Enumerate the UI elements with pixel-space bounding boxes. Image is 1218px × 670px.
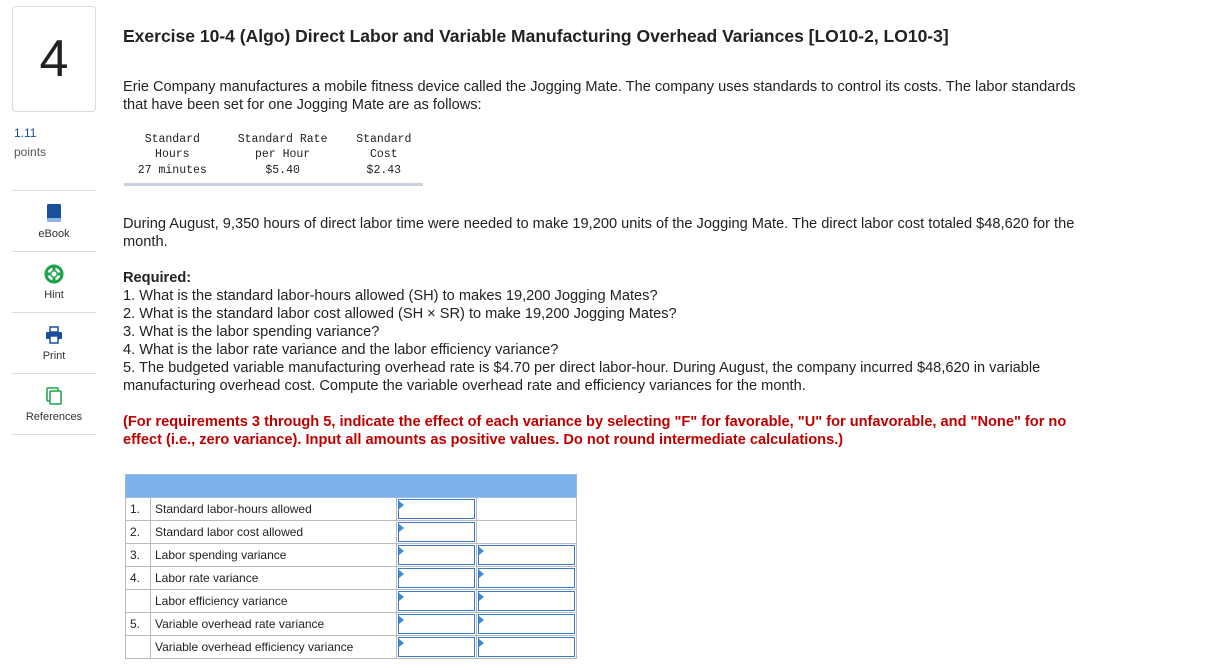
effect-cell <box>477 544 577 567</box>
required-section <box>123 269 1083 395</box>
amount-input-spending-variance[interactable] <box>398 545 475 565</box>
print-button[interactable] <box>12 313 96 374</box>
hint-label: Hint <box>44 289 64 301</box>
input-marker-icon <box>399 616 404 624</box>
effect-select-voh-rate-variance[interactable] <box>478 614 575 634</box>
input-marker-icon <box>399 639 404 647</box>
input-marker-icon <box>399 570 404 578</box>
print-icon <box>43 324 65 346</box>
tools-list <box>12 190 96 435</box>
intro-paragraph: Erie Company manufactures a mobile fitness device called the Jogging Mate. The company uses standards to control its costs. The labor standards that have been set for one Jogging Mate are as follows: <box>123 79 1076 113</box>
effect-cell <box>477 567 577 590</box>
row-number <box>126 636 151 659</box>
ebook-label: eBook <box>38 228 70 240</box>
ebook-button[interactable] <box>12 191 96 252</box>
table-row <box>126 590 577 613</box>
points-label: points <box>14 145 47 159</box>
references-button[interactable] <box>12 374 96 435</box>
references-label: References <box>25 411 83 423</box>
table-row <box>126 613 577 636</box>
std-header-rate-line1: Standard Rate <box>237 133 328 146</box>
dropdown-marker-icon <box>479 570 484 578</box>
row-label: Variable overhead rate variance <box>151 613 397 636</box>
answer-table <box>125 474 577 659</box>
labor-standards-table <box>124 131 423 186</box>
amount-input-voh-rate-variance[interactable] <box>398 614 475 634</box>
effect-cell <box>477 636 577 659</box>
table-row <box>126 544 577 567</box>
table-row <box>126 636 577 659</box>
input-marker-icon <box>399 524 404 532</box>
exercise-title: Exercise 10-4 (Algo) Direct Labor and Variable Manufacturing Overhead Variances [LO10-2, LO10-3] <box>123 26 949 46</box>
dropdown-marker-icon <box>479 616 484 624</box>
references-icon <box>43 385 65 407</box>
effect-cell <box>477 590 577 613</box>
std-value-hours: 27 minutes <box>137 164 207 177</box>
row-number: 2. <box>126 521 151 544</box>
row-label: Labor spending variance <box>151 544 397 567</box>
std-header-hours-line2: Hours <box>155 148 190 161</box>
required-item: 5. The budgeted variable manufacturing overhead rate is $4.70 per direct labor-hour. During August, the company incurred $48,620 in variable manufacturing overhead cost. Compute the variable overhead rate and efficiency variances for the month. <box>123 360 1041 394</box>
amount-cell <box>397 544 477 567</box>
input-marker-icon <box>399 593 404 601</box>
book-icon <box>43 202 65 224</box>
table-row <box>126 498 577 521</box>
table-row <box>126 567 577 590</box>
std-header-cost <box>345 131 423 163</box>
amount-input-efficiency-variance[interactable] <box>398 591 475 611</box>
std-header-rate-line2: per Hour <box>255 148 311 161</box>
required-heading: Required: <box>123 270 192 286</box>
dropdown-marker-icon <box>479 639 484 647</box>
amount-input-std-hours[interactable] <box>398 499 475 519</box>
hint-button[interactable] <box>12 252 96 313</box>
input-marker-icon <box>399 501 404 509</box>
row-label: Labor rate variance <box>151 567 397 590</box>
amount-input-std-cost[interactable] <box>398 522 475 542</box>
row-number: 4. <box>126 567 151 590</box>
hint-lifebuoy-icon <box>43 263 65 285</box>
dropdown-marker-icon <box>479 593 484 601</box>
std-header-cost-line2: Cost <box>370 148 398 161</box>
input-marker-icon <box>399 547 404 555</box>
amount-cell <box>397 636 477 659</box>
row-number <box>126 590 151 613</box>
amount-input-voh-efficiency-variance[interactable] <box>398 637 475 657</box>
std-value-cost: $2.43 <box>366 164 402 177</box>
answer-table-header <box>126 475 577 498</box>
table-row <box>126 521 577 544</box>
row-label: Variable overhead efficiency variance <box>151 636 397 659</box>
effect-select-rate-variance[interactable] <box>478 568 575 588</box>
std-header-hours-line1: Standard <box>144 133 200 146</box>
required-item: 3. What is the labor spending variance? <box>123 324 380 340</box>
row-label: Standard labor-hours allowed <box>151 498 397 521</box>
instructions-note: (For requirements 3 through 5, indicate the effect of each variance by selecting "F" for favorable, "U" for unfavorable, and "None" for no effect (i.e., zero variance). Input all amounts as positive values. Do not round intermediate calculations.) <box>123 414 1067 448</box>
row-label: Standard labor cost allowed <box>151 521 397 544</box>
row-label: Labor efficiency variance <box>151 590 397 613</box>
effect-select-voh-efficiency-variance[interactable] <box>478 637 575 657</box>
row-number: 1. <box>126 498 151 521</box>
effect-select-efficiency-variance[interactable] <box>478 591 575 611</box>
points-value: 1.11 <box>14 126 37 140</box>
amount-cell <box>397 498 477 521</box>
amount-input-rate-variance[interactable] <box>398 568 475 588</box>
required-item: 4. What is the labor rate variance and the labor efficiency variance? <box>123 342 559 358</box>
empty-cell <box>477 498 577 521</box>
std-value-rate: $5.40 <box>265 164 300 177</box>
amount-cell <box>397 567 477 590</box>
amount-cell <box>397 521 477 544</box>
required-item: 1. What is the standard labor-hours allowed (SH) to makes 19,200 Jogging Mates? <box>123 288 658 304</box>
question-number: 4 <box>39 30 69 88</box>
row-number: 3. <box>126 544 151 567</box>
amount-cell <box>397 613 477 636</box>
std-header-rate <box>221 131 345 163</box>
empty-cell <box>477 521 577 544</box>
amount-cell <box>397 590 477 613</box>
row-number: 5. <box>126 613 151 636</box>
std-header-hours <box>124 131 221 163</box>
effect-cell <box>477 613 577 636</box>
august-paragraph: During August, 9,350 hours of direct labor time were needed to make 19,200 units of the Jogging Mate. The direct labor cost totaled $48,620 for the month. <box>123 216 1075 250</box>
question-number-box <box>12 6 96 112</box>
effect-select-spending-variance[interactable] <box>478 545 575 565</box>
required-item: 2. What is the standard labor cost allowed (SH × SR) to make 19,200 Jogging Mates? <box>123 306 677 322</box>
dropdown-marker-icon <box>479 547 484 555</box>
std-header-cost-line1: Standard <box>356 133 412 146</box>
print-label: Print <box>42 350 66 362</box>
